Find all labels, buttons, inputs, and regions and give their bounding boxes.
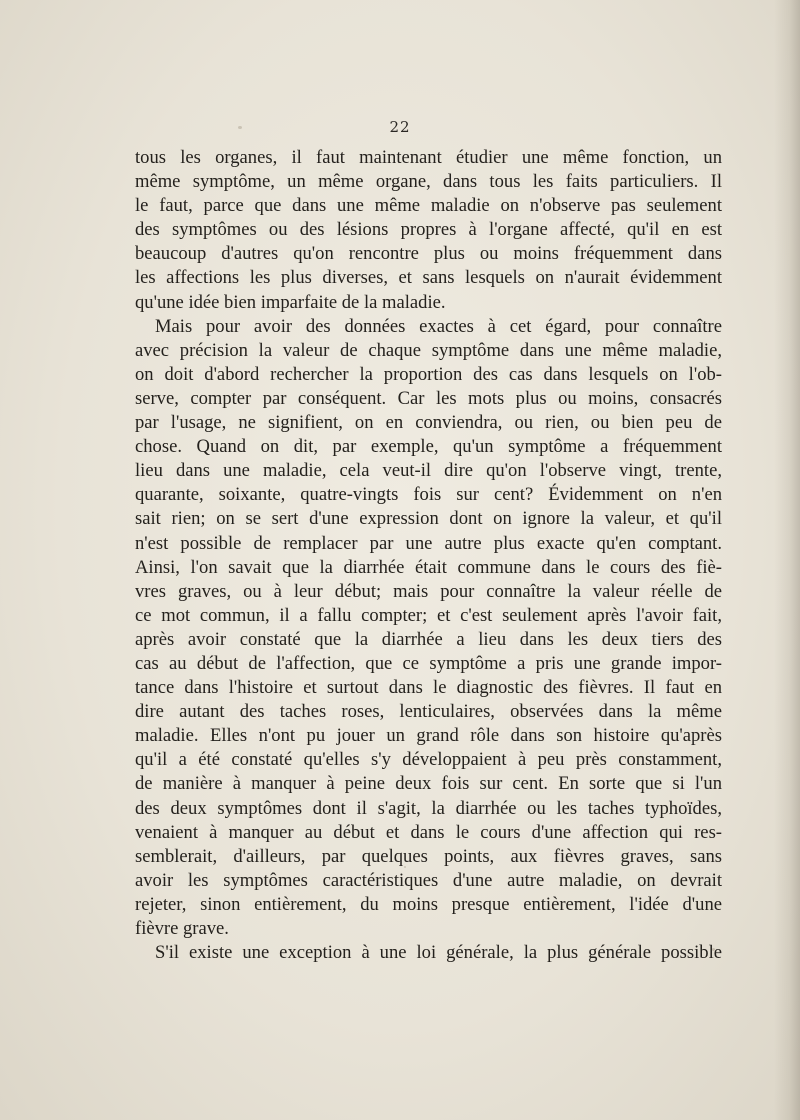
text-line: S'il existe une exception à une loi générale, la plus générale possible	[155, 942, 722, 964]
page-number: 22	[389, 118, 411, 136]
text-line: avec précision la valeur de chaque symptôme dans une même maladie,	[135, 339, 722, 361]
text-line: semblerait, d'ailleurs, par quelques points, aux fièvres graves, sans	[135, 845, 722, 867]
text-line: sait rien; on se sert d'une expression dont on ignore la valeur, et qu'il	[135, 508, 722, 530]
text-line: lieu dans une maladie, cela veut-il dire qu'on l'observe vingt, trente,	[135, 460, 722, 482]
text-line: après avoir constaté que la diarrhée a lieu dans les deux tiers des	[135, 628, 722, 650]
text-line: venaient à manquer au début et dans le cours d'une affection qui res-	[135, 821, 722, 843]
text-line: les affections les plus diverses, et sans lesquels on n'aurait évidemment	[135, 267, 722, 289]
text-line: qu'il a été constaté qu'elles s'y développaient à peu près constamment,	[135, 749, 722, 771]
text-line: cas au début de l'affection, que ce symptôme a pris une grande impor-	[135, 652, 722, 674]
text-line: quarante, soixante, quatre-vingts fois sur cent? Évidemment on n'en	[135, 484, 722, 506]
text-line: maladie. Elles n'ont pu jouer un grand rôle dans son histoire qu'après	[135, 725, 722, 747]
text-line: serve, compter par conséquent. Car les mots plus ou moins, consacrés	[135, 387, 722, 409]
text-line: vres graves, ou à leur début; mais pour connaître la valeur réelle de	[135, 580, 722, 602]
text-line: rejeter, sinon entièrement, du moins presque entièrement, l'idée d'une	[135, 893, 722, 915]
text-line: Ainsi, l'on savait que la diarrhée était commune dans le cours des fiè-	[135, 556, 722, 578]
text-line: dire autant des taches roses, lenticulaires, observées dans la même	[135, 701, 722, 723]
page-edge-shadow	[774, 0, 800, 1120]
text-line: chose. Quand on dit, par exemple, qu'un symptôme a fréquemment	[135, 436, 722, 458]
text-line: avoir les symptômes caractéristiques d'une autre maladie, on devrait	[135, 869, 722, 891]
text-line: n'est possible de remplacer par une autre plus exacte qu'en comptant.	[135, 532, 722, 554]
text-line: tous les organes, il faut maintenant étudier une même fonction, un	[135, 147, 722, 168]
text-line: des deux symptômes dont il s'agit, la diarrhée ou les taches typhoïdes,	[135, 797, 722, 819]
text-line: tance dans l'histoire et surtout dans le diagnostic des fièvres. Il faut en	[135, 677, 722, 699]
text-line: ce mot commun, il a fallu compter; et c'est seulement après l'avoir fait,	[135, 604, 722, 626]
text-line: des symptômes ou des lésions propres à l'organe affecté, qu'il en est	[135, 219, 722, 241]
text-line: Mais pour avoir des données exactes à cet égard, pour connaître	[155, 315, 722, 337]
text-line: même symptôme, un même organe, dans tous les faits particuliers. Il	[135, 171, 722, 193]
text-line: par l'usage, ne signifient, on en conviendra, ou rien, ou bien peu de	[135, 412, 722, 434]
text-line: de manière à manquer à peine deux fois sur cent. En sorte que si l'un	[135, 773, 722, 795]
text-line: fièvre grave.	[135, 918, 229, 939]
body-text	[135, 146, 722, 965]
text-line: on doit d'abord rechercher la proportion des cas dans lesquels on l'ob-	[135, 363, 722, 385]
text-line: le faut, parce que dans une même maladie on n'observe pas seulement	[135, 195, 722, 217]
text-line: qu'une idée bien imparfaite de la maladie.	[135, 291, 446, 313]
text-line: beaucoup d'autres qu'on rencontre plus ou moins fréquemment dans	[135, 243, 722, 265]
